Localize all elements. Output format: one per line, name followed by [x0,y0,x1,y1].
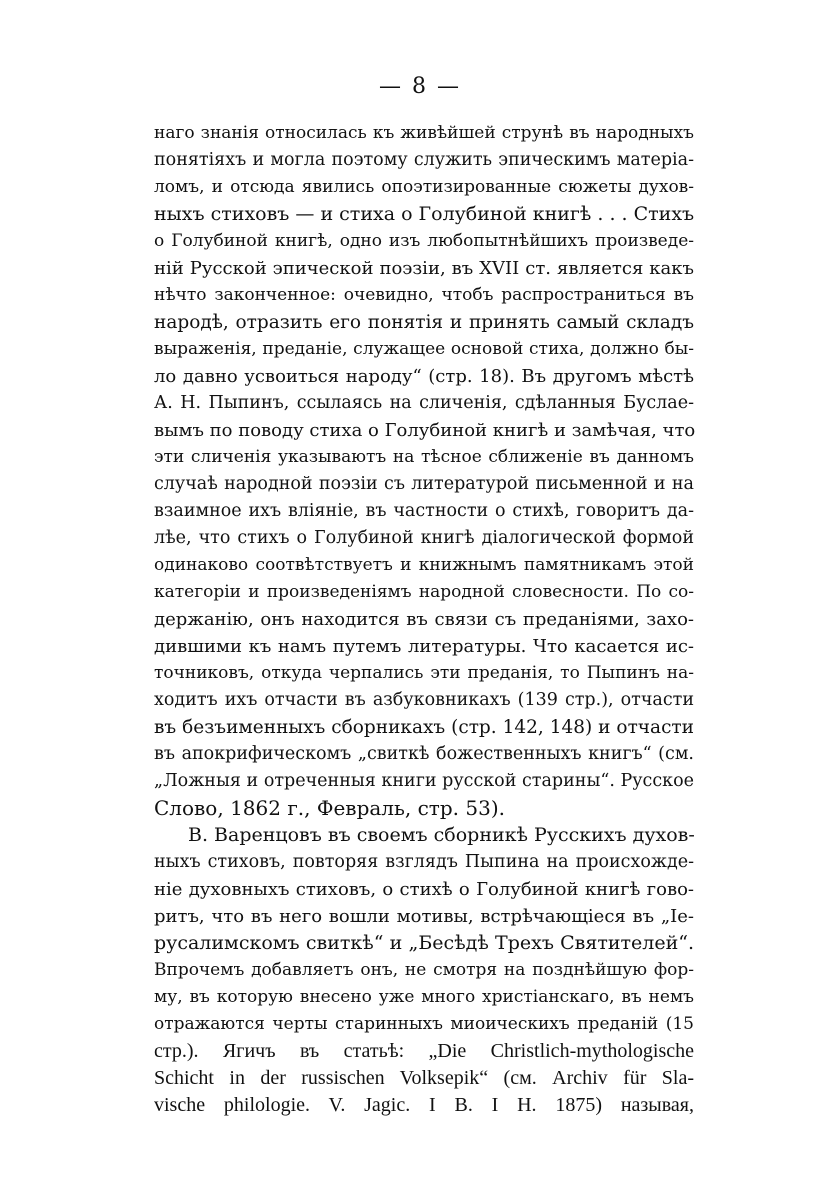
text-line: ніе духовныхъ стиховъ, о стихѣ о Голубиной книгѣ гово- [154,879,694,900]
paragraph-start-line: В. Варенцовъ въ своемъ сборникѣ Русскихъ духов- [188,824,695,846]
text-line: дившими къ намъ путемъ литературы. Что касается ис- [154,636,694,657]
text-line: Впрочемъ добавляетъ онъ, не смотря на позднѣйшую фор- [154,960,694,980]
text-line: русалимскомъ свиткѣ“ и „Бесѣдѣ Трехъ Святителей“. [154,932,694,954]
text-line: категоріи и произведеніямъ народной словесности. По со- [154,582,694,602]
text-line: о Голубиной книгѣ, одно изъ любопытнѣйшихъ произведе- [154,231,694,251]
text-line: одинаково соотвѣтствуетъ и книжнымъ памятникамъ этой [154,555,694,575]
text-line: „Ложныя и отреченныя книги русской старины“. Русское [154,771,694,791]
text-line: ныхъ стиховъ — и стиха о Голубиной книгѣ . . . Стихъ [154,203,695,225]
text-line: понятіяхъ и могла поэтому служить эпическимъ матеріа- [154,150,694,170]
text-line: выраженія, преданіе, служащее основой стиха, должно бы- [154,339,694,359]
text-line: ходитъ ихъ отчасти въ азбуковникахъ (139 стр.), отчасти [154,690,694,710]
text-line: му, въ которую внесено уже много христіанскаго, въ немъ [154,987,694,1007]
text-line: ній Русской эпической поэзіи, въ XVII ст. является какъ [154,258,694,279]
text-line: точниковъ, откуда черпались эти преданія, то Пыпинъ на- [154,663,694,683]
page-number: — 8 — [379,74,461,99]
text-line: наго знанія относилась къ живѣйшей струнѣ въ народныхъ [154,123,694,143]
text-line: вымъ по поводу стиха о Голубиной книгѣ и замѣчая, что [154,420,696,441]
text-line: ритъ, что въ него вошли мотивы, встрѣчающіеся въ „Іе- [154,906,694,927]
text-line: отражаются черты старинныхъ миоическихъ преданій (15 [154,1014,694,1034]
text-line: въ апокрифическомъ „свиткѣ божественныхъ книгъ“ (см. [154,744,694,764]
text-line: случаѣ народной поэзіи съ литературой письменной и на [154,474,694,494]
text-line: ломъ, и отсюда явились опоэтизированные сюжеты духов- [154,177,694,197]
text-line: А. Н. Пыпинъ, ссылаясь на сличенія, сдѣланныя Буслае- [154,393,694,413]
text-line: лѣе, что стихъ о Голубиной книгѣ діалогической формой [154,528,694,548]
text-line: взаимное ихъ вліяніе, въ частности о стихѣ, говоритъ да- [154,501,694,521]
text-line: въ безъименныхъ сборникахъ (стр. 142, 148) и отчасти [154,717,694,738]
text-line: народѣ, отразить его понятія и принять самый складъ [154,312,694,333]
text-line: ло давно усвоиться народу“ (стр. 18). Въ другомъ мѣстѣ [154,366,694,387]
text-line: держанію, онъ находится въ связи съ преданіями, захо- [154,609,694,630]
text-line: vische philologie. V. Jagic. I B. I H. 1875) называя, [154,1094,694,1116]
text-line: нѣчто законченное: очевидно, чтобъ распространиться въ [154,285,694,305]
text-line: Schicht in der russischen Volksepik“ (см. Archiv für Sla- [154,1067,694,1089]
text-line: эти сличенія указываютъ на тѣсное сближеніе въ данномъ [154,447,694,467]
body-text [154,120,694,1119]
text-line: ныхъ стиховъ, повторяя взглядъ Пыпина на происхожде- [154,852,694,872]
paragraph-end-line: Слово, 1862 г., Февраль, стр. 53). [154,796,505,820]
text-line: стр.). Ягичъ въ статьѣ: „Die Christlich-mythologische [154,1040,694,1062]
